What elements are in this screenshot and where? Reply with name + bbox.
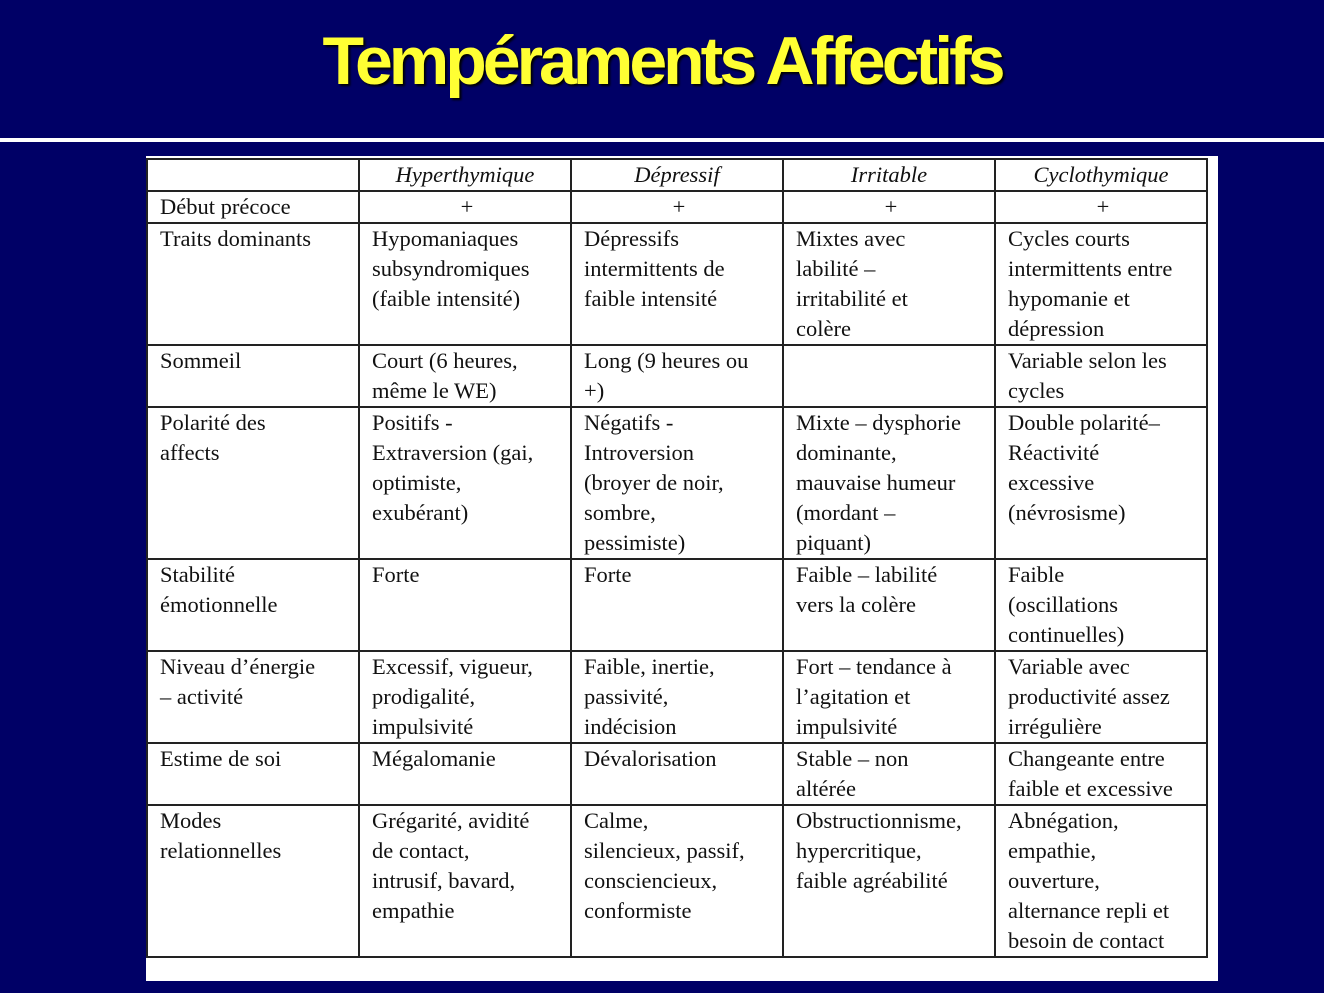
table-cell: Forte [571, 559, 783, 651]
table-cell: Mégalomanie [359, 743, 571, 805]
table-cell: + [783, 191, 995, 223]
table-cell: Mixtes avec labilité – irritabilité et colère [783, 223, 995, 345]
slide-title: Tempéraments Affectifs [322, 23, 1002, 99]
table-cell: Variable avec productivité assez irrégulière [995, 651, 1207, 743]
table-cell: Excessif, vigueur, prodigalité, impulsivité [359, 651, 571, 743]
row-label: Niveau d’énergie – activité [147, 651, 359, 743]
title-divider [0, 138, 1324, 142]
table-cell: Stable – non altérée [783, 743, 995, 805]
table-cell: + [995, 191, 1207, 223]
table-cell: Négatifs - Introversion (broyer de noir, sombre, pessimiste) [571, 407, 783, 559]
table-cell: + [571, 191, 783, 223]
table-cell: Hypomaniaques subsyndromiques (faible intensité) [359, 223, 571, 345]
header-hyperthymique: Hyperthymique [359, 159, 571, 191]
table-cell: Mixte – dysphorie dominante, mauvaise humeur (mordant – piquant) [783, 407, 995, 559]
table-cell: Changeante entre faible et excessive [995, 743, 1207, 805]
table-cell: Dépressifs intermittents de faible intensité [571, 223, 783, 345]
table-cell: Faible (oscillations continuelles) [995, 559, 1207, 651]
table-cell [783, 345, 995, 407]
table-cell: Obstructionnisme, hypercritique, faible agréabilité [783, 805, 995, 957]
table-cell: Faible – labilité vers la colère [783, 559, 995, 651]
table-cell: Fort – tendance à l’agitation et impulsivité [783, 651, 995, 743]
row-label: Début précoce [147, 191, 359, 223]
header-irritable: Irritable [783, 159, 995, 191]
header-cyclothymique: Cyclothymique [995, 159, 1207, 191]
header-depressif: Dépressif [571, 159, 783, 191]
table-row [147, 805, 1207, 957]
table-cell: Cycles courts intermittents entre hypomanie et dépression [995, 223, 1207, 345]
table-cell: Faible, inertie, passivité, indécision [571, 651, 783, 743]
table-row [147, 407, 1207, 559]
table-cell: Dévalorisation [571, 743, 783, 805]
row-label: Traits dominants [147, 223, 359, 345]
row-label: Modes relationnelles [147, 805, 359, 957]
table-cell: Court (6 heures, même le WE) [359, 345, 571, 407]
table-cell: Abnégation, empathie, ouverture, alternance repli et besoin de contact [995, 805, 1207, 957]
header-cell-empty [147, 159, 359, 191]
table-cell: Variable selon les cycles [995, 345, 1207, 407]
table-row [147, 223, 1207, 345]
row-label: Polarité des affects [147, 407, 359, 559]
table-cell: Grégarité, avidité de contact, intrusif, bavard, empathie [359, 805, 571, 957]
header-row [147, 159, 1207, 191]
row-label: Estime de soi [147, 743, 359, 805]
table-row [147, 345, 1207, 407]
table-cell: Forte [359, 559, 571, 651]
table-row [147, 191, 1207, 223]
table-row [147, 559, 1207, 651]
table-sheet [146, 156, 1218, 981]
temperament-table [146, 158, 1208, 958]
table-row [147, 651, 1207, 743]
table-cell: Positifs - Extraversion (gai, optimiste, exubérant) [359, 407, 571, 559]
table-cell: Calme, silencieux, passif, consciencieux, conformiste [571, 805, 783, 957]
table-cell: Double polarité– Réactivité excessive (névrosisme) [995, 407, 1207, 559]
table-cell: + [359, 191, 571, 223]
row-label: Stabilité émotionnelle [147, 559, 359, 651]
row-label: Sommeil [147, 345, 359, 407]
table-row [147, 743, 1207, 805]
table-cell: Long (9 heures ou +) [571, 345, 783, 407]
